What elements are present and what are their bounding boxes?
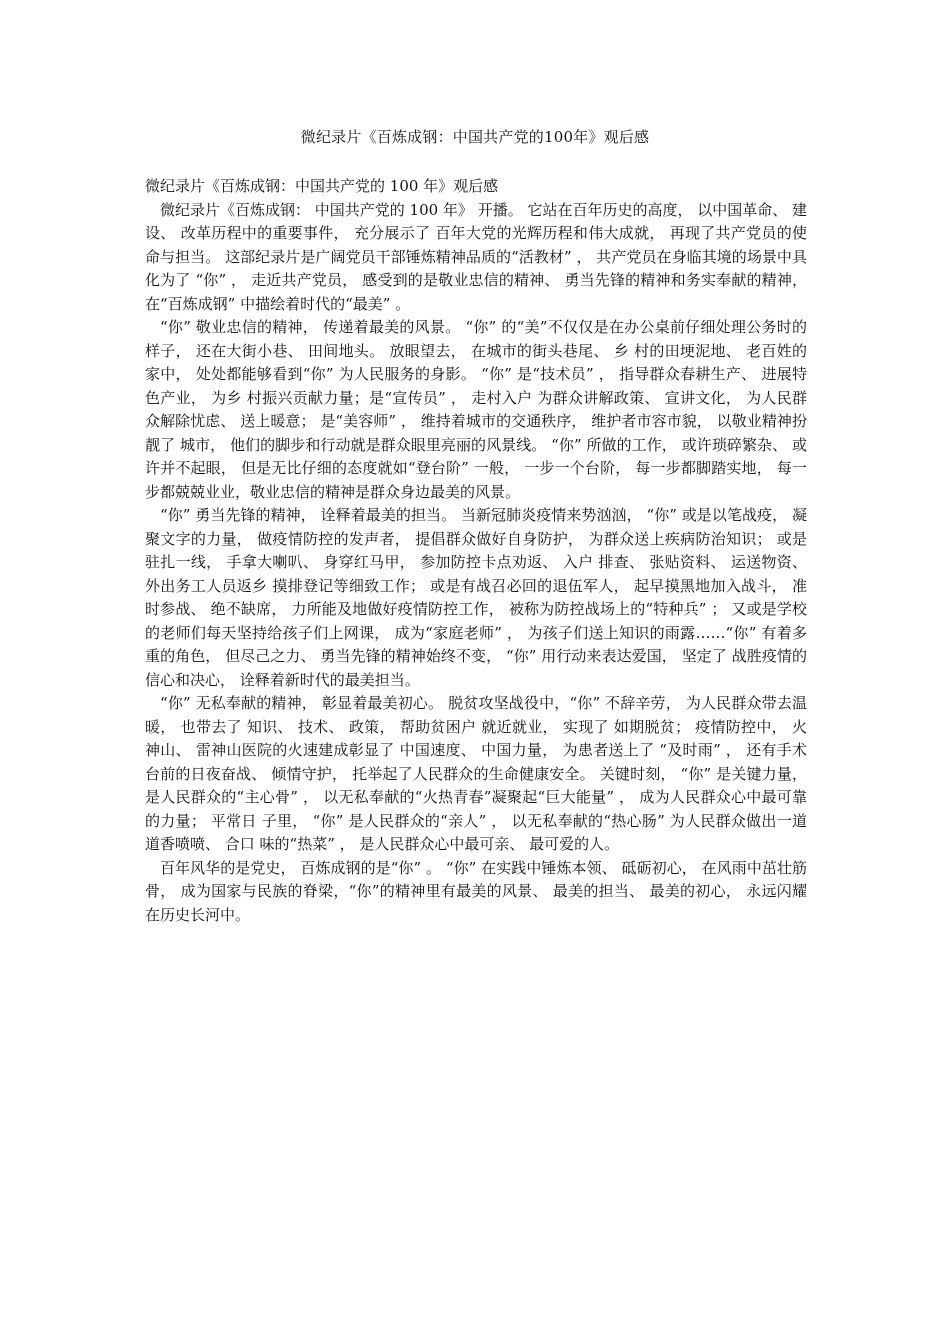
paragraph-intro: 微纪录片《百炼成钢： 中国共产党的 100 年》 开播。 它站在百年历史的高度， 以中国革命、 建设、 改革历程中的重要事件， 充分展示了 百年大党的光辉历程和伟大成就， 再现了共产党员的使命与担当。 这部纪录片是广阔党员干部锤炼精神品质的“活教材” ， 共产党员在身临其境的场景中具化为了 “你” ， 走近共产党员， 感受到的是敬业忠信的精神、 勇当先锋的精神和务实奉献的精神， 在“百炼成钢” 中描绘着时代的“最美” 。 (145, 200, 808, 313)
paragraph-selfless: “你” 无私奉献的精神， 彰显着最美初心。 脱贫攻坚战役中，“你” 不辞辛劳， 为人民群众带去温暖， 也带去了 知识、 技术、 政策， 帮助贫困户 就近就业， 实现了 如期脱贫； 疫情防控中， 火神山、 雷神山医院的火速建成彰显了 中国速度、 中国力量， 为患者送上了 “及时雨” ， 还有手术台前的日夜奋战、 倾情守护， 托举起了人民群众的生命健康安全。 关键时刻， “你” 是关键力量， 是人民群众的“主心骨” ， 以无私奉献的“火热青春”凝聚起“巨大能量” ， 成为人民群众心中最可靠的力量； 平常日 子里， “你” 是人民群众的“亲人” ， 以无私奉献的“热心肠” 为人民群众做出一道道香喷喷、 合口 味的“热菜” ， 是人民群众心中最可亲、 最可爱的人。 (145, 694, 807, 853)
paragraph-vanguard: “你” 勇当先锋的精神， 诠释着最美的担当。 当新冠肺炎疫情来势汹汹， “你” 或是以笔战疫， 凝聚文字的力量， 做疫情防控的发声者， 提倡群众做好自身防护， 为群众送上疾病防治知识； 或是驻扎一线， 手拿大喇叭、 身穿红马甲， 参加防控卡点劝返、 入户 排查、 张贴资料、 运送物资、 外出务工人员返乡 摸排登记等细致工作； 或是有战召必回的退伍军人， 起早摸黑地加入战斗， 准时参战、 绝不缺席， 力所能及地做好疫情防控工作， 被称为防控战场上的“特种兵” ； 又或是学校的老师们每天坚持给孩子们上网课， 成为“家庭老师” ， 为孩子们送上知识的雨露……“你” 有着多重的角色， 但尽己之力、 勇当先锋的精神始终不变， “你” 用行动来表达爱国， 坚定了 战胜疫情的信心和决心， 诠释着新时代的最美担当。 (145, 506, 807, 689)
document-subtitle: 微纪录片《百炼成钢：中国共产党的 100 年》观后感 (145, 177, 499, 195)
document-body (145, 175, 807, 927)
paragraph-dedication: “你” 敬业忠信的精神， 传递着最美的风景。 “你” 的“美”不仅仅是在办公桌前仔细处理公务时的样子， 还在大街小巷、 田间地头。 放眼望去， 在城市的街头巷尾、 乡 村的田埂泥地、 老百姓的家中， 处处都能够看到“你” 为人民服务的身影。 “你” 是“技术员” ， 指导群众春耕生产、 进展特色产业， 为乡 村振兴贡献力量；是“宣传员” ， 走村入户 为群众讲解政策、 宣讲文化， 为人民群众解除忧虑、 送上暖意； 是“美容师” ， 维持着城市的交通秩序， 维护者市容市貌， 以敬业精神扮靓了 城市， 他们的脚步和行动就是群众眼里亮丽的风景线。 “你” 所做的工作， 或许琐碎繁杂、 或许并不起眼， 但是无比仔细的态度就如“登台阶” 一般， 一步一个台阶， 每一步都脚踏实地， 每一步都兢兢业业，敬业忠信的精神是群众身边最美的风景。 (145, 318, 807, 501)
paragraph-conclusion: 百年风华的是党史， 百炼成钢的是“你” 。 “你” 在实践中锤炼本领、 砥砺初心， 在风雨中茁壮筋骨， 成为国家与民族的脊梁，“你”的精神里有最美的风景、 最美的担当、 最美的初心， 永远闪耀在历史长河中。 (145, 858, 807, 924)
document-title: 微纪录片《百炼成钢：中国共产党的100年》观后感 (300, 128, 650, 146)
